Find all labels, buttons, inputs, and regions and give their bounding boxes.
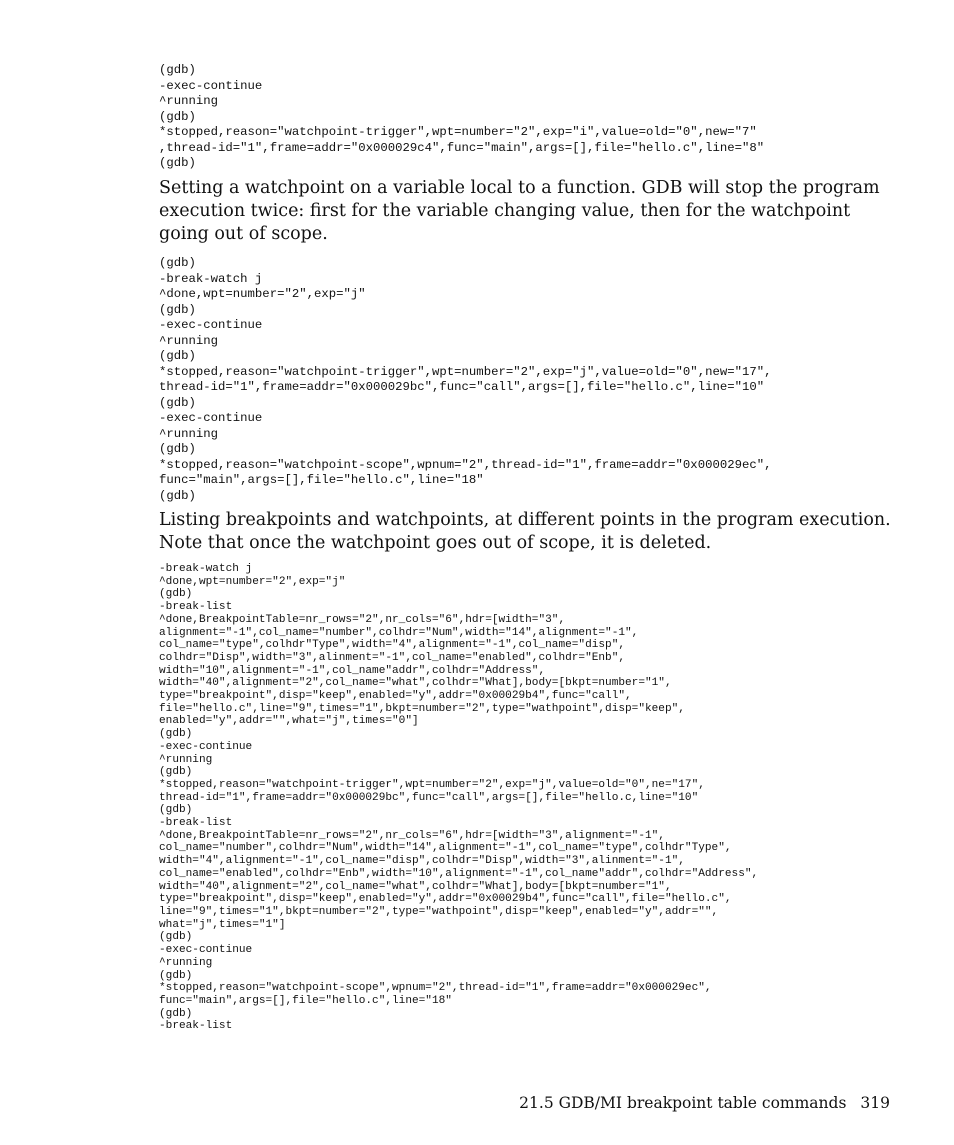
- code-line: col_name="number",colhdr="Num",width="14",alignment="-1",col_name="type",colhdr"Type",: [159, 842, 732, 855]
- code-line: (gdb): [159, 969, 193, 982]
- code-line: -exec-continue: [159, 740, 253, 753]
- code-line: *stopped,reason="watchpoint-trigger",wpt=number="2",exp="j",value=old="0",ne="17",: [159, 778, 705, 791]
- paragraph-listing-breakpoints: Listing breakpoints and watchpoints, at different points in the program execution. Note that once the watchpoint goes out of scope, it is deleted.: [159, 510, 891, 553]
- paragraph-local-watchpoint: Setting a watchpoint on a variable local to a function. GDB will stop the program execution twice: first for the variable changing value, then for the watchpoint going out of scope.: [159, 178, 880, 244]
- code-line: ^running: [159, 333, 219, 348]
- code-line: (gdb): [159, 349, 196, 363]
- code-line: -break-list: [159, 817, 233, 830]
- code-line: enabled="y",addr="",what="j",times="0"]: [159, 715, 419, 728]
- code-line: -break-watch j: [159, 563, 253, 575]
- code-block-local-watchpoint-session: [159, 256, 772, 504]
- code-line: type="breakpoint",disp="keep",enabled="y",addr="0x00029b4",func="call",: [159, 690, 632, 703]
- code-block-exec-continue-watchpoint-trigger: [159, 63, 764, 172]
- code-line: ^done,wpt=number="2",exp="j": [159, 287, 366, 301]
- page-number: 319: [860, 1094, 890, 1112]
- code-line: ^done,BreakpointTable=nr_rows="2",nr_cols="6",hdr=[width="3",: [159, 613, 566, 626]
- code-line: (gdb): [159, 302, 196, 317]
- code-line: ^running: [159, 956, 213, 969]
- code-line: (gdb): [159, 931, 193, 944]
- code-line: (gdb): [159, 63, 196, 77]
- code-line: -exec-continue: [159, 411, 263, 425]
- code-line: (gdb): [159, 728, 193, 741]
- code-line: width="10",alignment="-1",col_name"addr",colhdr="Address",: [159, 664, 546, 677]
- code-line: *stopped,reason="watchpoint-trigger",wpt=number="2",exp="i",value=old="0",new="7": [159, 125, 757, 139]
- code-line: -exec-continue: [159, 318, 263, 332]
- code-line: ,thread-id="1",frame=addr="0x000029c4",func="main",args=[],file="hello.c",line="8": [159, 140, 765, 155]
- code-line: ^running: [159, 94, 219, 108]
- code-line: col_name="enabled",colhdr="Enb",width="10",alignment="-1",col_name"addr",colhdr="Address",: [159, 867, 759, 880]
- code-line: thread-id="1",frame=addr="0x000029bc",func="call",args=[],file="hello.c",line="10": [159, 380, 765, 394]
- code-line: col_name="type",colhdr"Type",width="4",alignment="-1",col_name="disp",: [159, 639, 626, 652]
- code-line: -exec-continue: [159, 78, 263, 93]
- code-line: thread-id="1",frame=addr="0x000029bc",func="call",args=[],file="hello.c,line="10": [159, 791, 699, 804]
- code-line: *stopped,reason="watchpoint-trigger",wpt=number="2",exp="j",value=old="0",new="17",: [159, 364, 772, 379]
- code-line: (gdb): [159, 588, 193, 601]
- code-line: ^done,BreakpointTable=nr_rows="2",nr_cols="6",hdr=[width="3",alignment="-1",: [159, 829, 665, 842]
- code-line: ^done,wpt=number="2",exp="j": [159, 575, 346, 588]
- code-line: width="40",alignment="2",col_name="what",colhdr="What],body=[bkpt=number="1",: [159, 880, 672, 893]
- code-line: *stopped,reason="watchpoint-scope",wpnum="2",thread-id="1",frame=addr="0x000029ec",: [159, 457, 772, 472]
- code-line: -break-watch j: [159, 271, 263, 286]
- code-line: func="main",args=[],file="hello.c",line="18": [159, 473, 484, 487]
- code-line: (gdb): [159, 395, 196, 410]
- code-line: -exec-continue: [159, 944, 253, 957]
- code-line: file="hello.c",line="9",times="1",bkpt=number="2",type="wathpoint",disp="keep",: [159, 702, 685, 715]
- code-line: (gdb): [159, 256, 196, 270]
- code-line: (gdb): [159, 109, 196, 124]
- page-footer: [519, 1093, 890, 1113]
- code-block-break-list-session: [159, 563, 758, 1033]
- code-line: (gdb): [159, 1007, 193, 1020]
- code-line: width="4",alignment="-1",col_name="disp",colhdr="Disp",width="3",alinment="-1",: [159, 855, 685, 868]
- code-line: -break-list: [159, 601, 233, 614]
- code-line: ^running: [159, 753, 213, 766]
- code-line: width="40",alignment="2",col_name="what",colhdr="What],body=[bkpt=number="1",: [159, 677, 672, 690]
- code-line: (gdb): [159, 766, 193, 779]
- code-line: *stopped,reason="watchpoint-scope",wpnum="2",thread-id="1",frame=addr="0x000029ec",: [159, 982, 712, 995]
- code-line: (gdb): [159, 156, 196, 170]
- code-line: (gdb): [159, 488, 196, 503]
- code-line: type="breakpoint",disp="keep",enabled="y",addr="0x00029b4",func="call",file="hello.c",: [159, 893, 732, 906]
- code-line: func="main",args=[],file="hello.c",line="18": [159, 994, 452, 1007]
- code-line: ^running: [159, 426, 219, 441]
- code-line: colhdr="Disp",width="3",alinment="-1",col_name="enabled",colhdr="Enb",: [159, 651, 626, 664]
- code-line: (gdb): [159, 804, 193, 817]
- code-line: (gdb): [159, 442, 196, 456]
- code-line: -break-list: [159, 1020, 233, 1033]
- code-line: what="j",times="1"]: [159, 918, 286, 931]
- footer-section-title: 21.5 GDB/MI breakpoint table commands: [519, 1094, 847, 1112]
- code-line: line="9",times="1",bkpt=number="2",type="wathpoint",disp="keep",enabled="y",addr="",: [159, 905, 719, 918]
- code-line: alignment="-1",col_name="number",colhdr="Num",width="14",alignment="-1",: [159, 626, 639, 639]
